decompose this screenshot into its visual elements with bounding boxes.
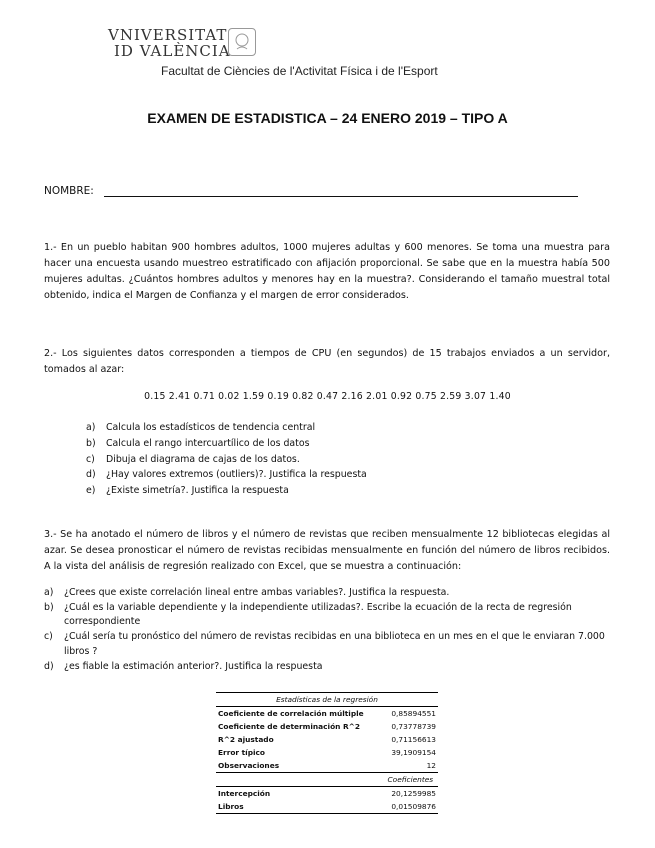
list-item: b) ¿Cuál es la variable dependiente y la independiente utilizadas?. Escribe la ecuación de la recta de regresión correspondiente <box>44 601 572 628</box>
university-name-line1: VNIVERSITAT <box>108 26 228 44</box>
university-seal-icon <box>228 28 256 56</box>
university-name-line2: ID VALÈNCIA <box>114 42 231 60</box>
list-item: a) Calcula los estadísticos de tendencia central <box>86 422 316 433</box>
question-2-text: 2.- Los siguientes datos corresponden a tiempos de CPU (en segundos) de 15 trabajos enviados a un servidor, tomados al azar: <box>44 348 610 375</box>
list-item: d) ¿Hay valores extremos (outliers)?. Justifica la respuesta <box>86 469 367 481</box>
exam-title: EXAMEN DE ESTADISTICA – 24 ENERO 2019 – TIPO A <box>147 110 508 126</box>
list-item: e) ¿Existe simetría?. Justifica la respuesta <box>86 485 289 497</box>
table-row: Libros 0,01509876 <box>216 800 438 814</box>
question-2-list <box>86 420 586 499</box>
question-3-text: 3.- Se ha anotado el número de libros y el número de revistas que reciben mensualmente 12 bibliotecas elegidas al azar. Se desea pronosticar el número de revistas recibidas mensualmente en función del número de libros recibidos. A la vista del análisis de regresión realizado con Excel, que se muestra a continuación: <box>44 529 610 572</box>
table-row: Intercepción 20,1259985 <box>218 789 436 798</box>
table-row: R^2 ajustado 0,71156613 <box>218 735 436 744</box>
coefficients-header: Coeficientes <box>216 773 438 787</box>
table-row: Coeficiente de determinación R^2 0,73778739 <box>218 722 436 731</box>
table-row: Coeficiente de correlación múltiple 0,85894551 <box>218 709 436 718</box>
table-row: Error típico 39,1909154 <box>218 748 436 757</box>
question-3-list <box>44 586 610 674</box>
regression-caption: Estadísticas de la regresión <box>216 693 438 707</box>
list-item: a) ¿Crees que existe correlación lineal entre ambas variables?. Justifica la respuesta. <box>44 587 450 598</box>
list-item: c) Dibuja el diagrama de cajas de los datos. <box>86 453 300 465</box>
question-2-data: 0.15 2.41 0.71 0.02 1.59 0.19 0.82 0.47 2.16 2.01 0.92 0.75 2.59 3.07 1.40 <box>144 391 511 402</box>
name-input-line[interactable] <box>104 196 578 197</box>
list-item: d) ¿es fiable la estimación anterior?. Justifica la respuesta <box>44 660 323 672</box>
faculty-name: Facultat de Ciències de l'Activitat Física i de l'Esport <box>161 64 438 78</box>
list-item: c) ¿Cuál sería tu pronóstico del número de revistas recibidas en una biblioteca en un mes en el que le enviaran 7.000 libros ? <box>44 631 605 657</box>
table-row: Observaciones 12 <box>216 759 438 773</box>
name-label: NOMBRE: <box>44 185 94 197</box>
list-item: b) Calcula el rango intercuartílico de los datos <box>86 437 310 449</box>
regression-table <box>216 692 438 814</box>
question-1-text: 1.- En un pueblo habitan 900 hombres adultos, 1000 mujeres adultas y 600 menores. Se toma una muestra para hacer una encuesta usando muestreo estratificado con afijación proporcional. Se sabe que en la muestra había 500 mujeres adultas. ¿Cuántos hombres adultos y menores hay en la muestra?. Considerando el tamaño muestral total obtenido, indica el Margen de Confianza y el margen de error considerados. <box>44 242 610 301</box>
